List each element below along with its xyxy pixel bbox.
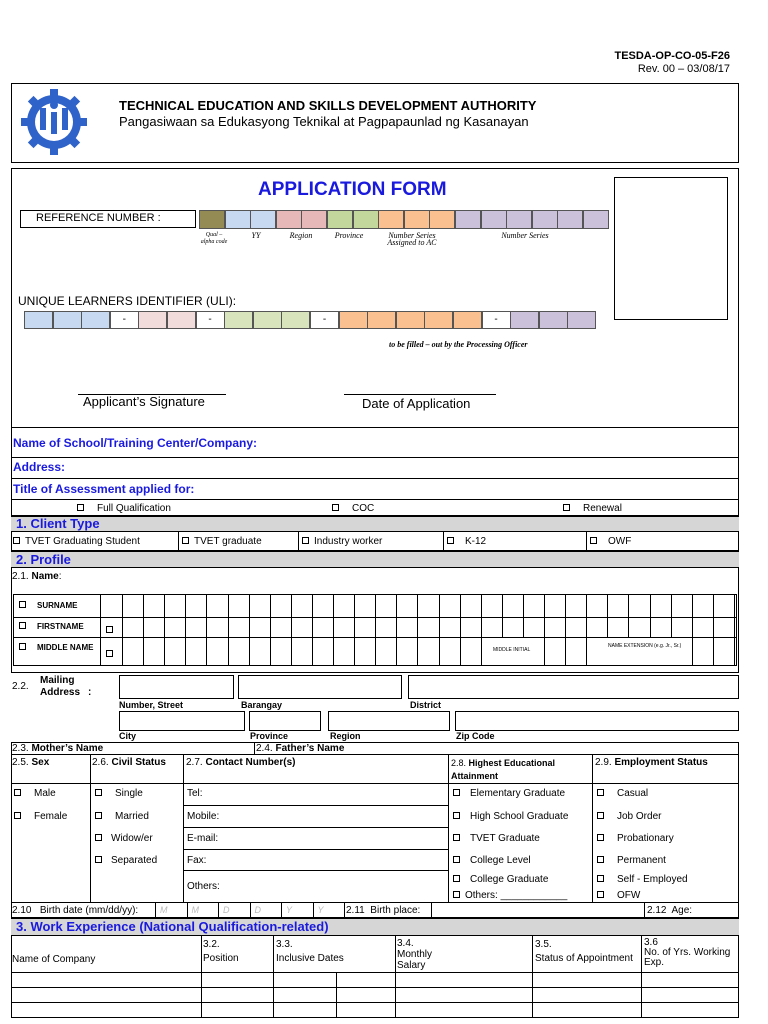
checkbox-icon <box>77 504 84 511</box>
revision: Rev. 00 – 03/08/17 <box>637 63 730 75</box>
org-name-local: Pangasiwaan sa Edukasyong Teknikal at Pagpapaunlad ng Kasanayan <box>119 114 529 129</box>
reference-cell[interactable] <box>429 210 455 229</box>
birthdate-cell[interactable]: Y <box>313 903 344 918</box>
edu-others[interactable]: Others: ____________ <box>453 890 567 901</box>
contact-fax[interactable]: Fax: <box>187 855 207 866</box>
birthplace-label: Birth place: <box>370 905 421 916</box>
name-label: Name <box>31 571 59 582</box>
civil-num: 2.6. <box>92 757 109 768</box>
name-grid-col <box>185 594 186 666</box>
reference-cell[interactable] <box>506 210 532 229</box>
checkbox-icon <box>95 856 102 863</box>
parents-row <box>11 742 739 755</box>
emp-self-employed[interactable]: Self - Employed <box>597 874 688 885</box>
father-label: Father’s Name <box>275 743 345 754</box>
checkbox-icon <box>19 622 26 629</box>
uli-label: UNIQUE LEARNERS IDENTIFIER (ULI): <box>18 294 237 308</box>
birthplace-num: 2.11 <box>346 905 365 916</box>
address-province-field[interactable] <box>249 711 321 731</box>
name-grid-col <box>692 594 693 666</box>
birthdate-cell[interactable]: M <box>187 903 218 918</box>
mailing-num: 2.2. <box>12 681 29 692</box>
uli-cell[interactable] <box>539 311 568 329</box>
reference-cell[interactable] <box>532 210 558 229</box>
reference-cell[interactable] <box>327 210 353 229</box>
checkbox-icon <box>302 537 309 544</box>
col-company: Name of Company <box>12 954 96 965</box>
sex-num: 2.5. <box>12 757 29 768</box>
uli-dash: - <box>110 311 139 329</box>
address-city-field[interactable] <box>119 711 245 731</box>
checkbox-icon <box>597 875 604 882</box>
checkbox-icon <box>182 537 189 544</box>
reference-cell[interactable] <box>557 210 583 229</box>
reference-cell[interactable] <box>353 210 379 229</box>
checkbox-icon <box>95 789 102 796</box>
name-grid-col <box>164 594 165 666</box>
uli-cell[interactable] <box>510 311 539 329</box>
doc-code: TESDA-OP-CO-05-F26 <box>614 50 730 62</box>
name-grid-col <box>270 594 271 666</box>
middlename-checkbox[interactable] <box>106 646 118 664</box>
uli-cell[interactable] <box>24 311 53 329</box>
checkbox-icon <box>19 601 26 608</box>
uli-cell[interactable] <box>396 311 425 329</box>
ref-region-label: Region <box>289 231 313 240</box>
checkbox-icon <box>447 537 454 544</box>
uli-cell[interactable] <box>53 311 82 329</box>
form-title: APPLICATION FORM <box>258 179 447 200</box>
name-grid-col <box>206 594 207 666</box>
client-tvet-graduate[interactable]: TVET graduate <box>182 536 262 547</box>
reference-cell[interactable] <box>199 210 225 229</box>
checkbox-icon <box>95 812 102 819</box>
emp-permanent[interactable]: Permanent <box>597 855 666 866</box>
reference-cell[interactable] <box>404 210 430 229</box>
name-grid-col <box>565 594 566 666</box>
uli-cell[interactable] <box>339 311 368 329</box>
name-grid-col <box>439 594 440 666</box>
checkbox-icon <box>597 789 604 796</box>
reference-cell[interactable] <box>455 210 481 229</box>
uli-cell[interactable] <box>224 311 253 329</box>
address-region-field[interactable] <box>328 711 450 731</box>
contact-email[interactable]: E-mail: <box>187 833 219 844</box>
uli-cell[interactable] <box>138 311 167 329</box>
reference-cell[interactable] <box>378 210 404 229</box>
col-appt: Status of Appointment <box>535 953 633 964</box>
checkbox-icon <box>563 504 570 511</box>
birthdate-cell[interactable]: D <box>250 903 281 918</box>
checkbox-icon <box>597 812 604 819</box>
reference-cell[interactable] <box>276 210 302 229</box>
date-label: Date of Application <box>362 396 471 411</box>
col-position: Position <box>203 953 239 964</box>
emp-num: 2.9. <box>595 757 612 768</box>
client-k12[interactable]: K-12 <box>447 536 486 547</box>
ref-yy-label: YY <box>251 231 261 240</box>
father-num: 2.4. <box>256 743 273 754</box>
col-dates-num: 3.3. <box>276 939 293 950</box>
profile-title: 2. Profile <box>16 552 71 567</box>
edu-elementary[interactable]: Elementary Graduate <box>453 788 565 799</box>
uli-cell[interactable] <box>367 311 396 329</box>
checkbox-icon <box>453 834 460 841</box>
profile-bar <box>11 551 739 568</box>
emp-ofw[interactable]: OFW <box>597 890 640 901</box>
age-num: 2.12 <box>647 905 667 916</box>
addr-city-label: City <box>119 731 137 741</box>
checkbox-icon <box>597 856 604 863</box>
checkbox-icon <box>453 875 460 882</box>
addr-province-label: Province <box>250 731 289 741</box>
school-label: Name of School/Training Center/Company: <box>13 436 258 450</box>
checkbox-icon <box>453 891 460 898</box>
checkbox-icon <box>332 504 339 511</box>
assessment-label: Title of Assessment applied for: <box>13 482 195 496</box>
client-industry-worker[interactable]: Industry worker <box>302 536 382 547</box>
checkbox-icon <box>453 789 460 796</box>
birthdate-cell[interactable]: Y <box>281 903 312 918</box>
contact-others[interactable]: Others: <box>187 881 220 892</box>
name-grid-col <box>249 594 250 666</box>
birthdate-label: Birth date (mm/dd/yy): <box>39 905 139 916</box>
name-grid-col <box>312 594 313 666</box>
name-grid-col <box>354 594 355 666</box>
name-grid-col <box>417 594 418 666</box>
col-years: No. of Yrs. Working Exp. <box>644 947 731 968</box>
reference-cell[interactable] <box>301 210 327 229</box>
org-name: TECHNICAL EDUCATION AND SKILLS DEVELOPMENT AUTHORITY <box>119 98 537 113</box>
addr-region-label: Region <box>330 731 361 741</box>
name-grid-col <box>396 594 397 666</box>
tesda-logo-icon <box>18 86 90 158</box>
birthdate-cell[interactable]: D <box>218 903 249 918</box>
contact-tel[interactable]: Tel: <box>187 788 203 799</box>
reference-label: REFERENCE NUMBER : <box>36 212 161 224</box>
uli-dash: - <box>482 311 511 329</box>
col-dates: Inclusive Dates <box>276 953 344 964</box>
col-salary: Monthly Salary <box>397 949 433 971</box>
uli-cell[interactable] <box>81 311 110 329</box>
emp-job-order[interactable]: Job Order <box>597 811 661 822</box>
address-district-field[interactable] <box>408 675 739 699</box>
client-type-bar <box>11 516 739 532</box>
signature-label: Applicant’s Signature <box>83 394 205 409</box>
age-label: Age: <box>671 905 693 916</box>
ref-series-ac-label: Number Series Assigned to AC <box>387 231 437 247</box>
checkbox-icon <box>597 891 604 898</box>
edu-college-level[interactable]: College Level <box>453 855 531 866</box>
reference-cell[interactable] <box>583 210 609 229</box>
checkbox-icon <box>19 643 26 650</box>
contact-label: Contact Number(s) <box>205 757 296 768</box>
mother-label: Mother’s Name <box>31 743 104 754</box>
uli-cell[interactable] <box>567 311 596 329</box>
ref-qual-label: Qual – alpha code <box>200 232 228 245</box>
client-tvet-graduating[interactable]: TVET Graduating Student <box>13 536 140 547</box>
emp-label: Employment Status <box>614 757 708 768</box>
name-grid-col <box>460 594 461 666</box>
edu-label: Highest Educational Attainment <box>451 758 556 781</box>
uli-cell[interactable] <box>453 311 482 329</box>
name-grid-col <box>586 594 587 666</box>
col-appt-num: 3.5. <box>535 939 552 950</box>
checkbox-icon <box>590 537 597 544</box>
col-salary-num: 3.4. <box>397 938 414 949</box>
contact-mobile[interactable]: Mobile: <box>187 811 220 822</box>
address-street-field[interactable] <box>119 675 234 699</box>
edu-highschool[interactable]: High School Graduate <box>453 811 568 822</box>
ref-series-label: Number Series <box>501 231 549 240</box>
name-grid-col <box>333 594 334 666</box>
uli-cell[interactable] <box>253 311 282 329</box>
name-grid-col <box>544 594 545 666</box>
emp-casual[interactable]: Casual <box>597 788 648 799</box>
firstname-label: FIRSTNAME <box>19 622 84 631</box>
edu-tvet[interactable]: TVET Graduate <box>453 833 540 844</box>
birthdate-cell[interactable]: M <box>155 903 186 918</box>
name-grid-col <box>713 594 714 666</box>
contact-num: 2.7. <box>186 757 203 768</box>
uli-dash: - <box>196 311 225 329</box>
checkbox-icon <box>14 812 21 819</box>
addr-district-label: District <box>410 700 442 710</box>
work-title: 3. Work Experience (National Qualification-related) <box>16 919 329 934</box>
sex-label: Sex <box>31 757 50 768</box>
name-grid-col <box>122 594 123 666</box>
option-full-qualification[interactable]: Full Qualification <box>77 503 171 514</box>
name-grid-col <box>375 594 376 666</box>
name-grid-col <box>734 594 735 666</box>
addr-barangay-label: Barangay <box>241 700 283 710</box>
reference-cell[interactable] <box>250 210 276 229</box>
name-grid-col <box>291 594 292 666</box>
firstname-checkbox[interactable] <box>106 622 118 640</box>
checkbox-icon <box>597 834 604 841</box>
address-zip-field[interactable] <box>455 711 739 731</box>
option-renewal[interactable]: Renewal <box>563 503 622 514</box>
civil-single[interactable]: Single <box>95 788 143 799</box>
name-ext-label: NAME EXTENSION (e.g. Jr., Sr.) <box>602 638 682 665</box>
sex-female[interactable]: Female <box>14 811 67 822</box>
edu-college-graduate[interactable]: College Graduate <box>453 874 548 885</box>
addr-street-label: Number, Street <box>119 700 184 710</box>
checkbox-icon <box>106 626 113 633</box>
processing-note: to be filled – out by the Processing Officer <box>389 340 528 349</box>
civil-separated[interactable]: Separated <box>95 855 157 866</box>
col-years-num: 3.6 <box>644 937 658 948</box>
birthdate-num: 2.10 <box>12 905 32 916</box>
civil-widower[interactable]: Widow/er <box>95 833 153 844</box>
checkbox-icon <box>14 789 21 796</box>
middlename-label: MIDDLE NAME <box>19 642 97 653</box>
uli-dash: - <box>310 311 339 329</box>
mailing-label: Mailing Address <box>40 675 81 698</box>
name-num: 2.1. <box>12 571 29 582</box>
col-position-num: 3.2. <box>203 939 220 950</box>
ref-province-label: Province <box>334 231 364 240</box>
checkbox-icon <box>95 834 102 841</box>
name-grid-col <box>143 594 144 666</box>
emp-probationary[interactable]: Probationary <box>597 833 674 844</box>
surname-label: SURNAME <box>19 601 77 610</box>
uli-cell[interactable] <box>281 311 310 329</box>
checkbox-icon <box>13 537 20 544</box>
civil-label: Civil Status <box>111 757 166 768</box>
address-barangay-field[interactable] <box>238 675 402 699</box>
address-label: Address: <box>13 460 66 474</box>
client-owf[interactable]: OWF <box>590 536 631 547</box>
edu-num: 2.8. <box>451 758 467 768</box>
checkbox-icon <box>453 812 460 819</box>
sex-male[interactable]: Male <box>14 788 56 799</box>
checkbox-icon <box>106 650 113 657</box>
reference-cell[interactable] <box>225 210 251 229</box>
uli-cell[interactable] <box>167 311 196 329</box>
middle-initial-label: MIDDLE INITIAL <box>483 638 543 665</box>
civil-married[interactable]: Married <box>95 811 149 822</box>
addr-zip-label: Zip Code <box>456 731 495 741</box>
name-grid-col <box>481 594 482 666</box>
checkbox-icon <box>453 856 460 863</box>
reference-cell[interactable] <box>481 210 507 229</box>
option-coc[interactable]: COC <box>332 503 374 514</box>
uli-cell[interactable] <box>424 311 453 329</box>
name-grid-col <box>228 594 229 666</box>
client-type-title: 1. Client Type <box>16 516 100 531</box>
mother-num: 2.3. <box>12 743 29 754</box>
photo-box[interactable] <box>614 177 728 320</box>
